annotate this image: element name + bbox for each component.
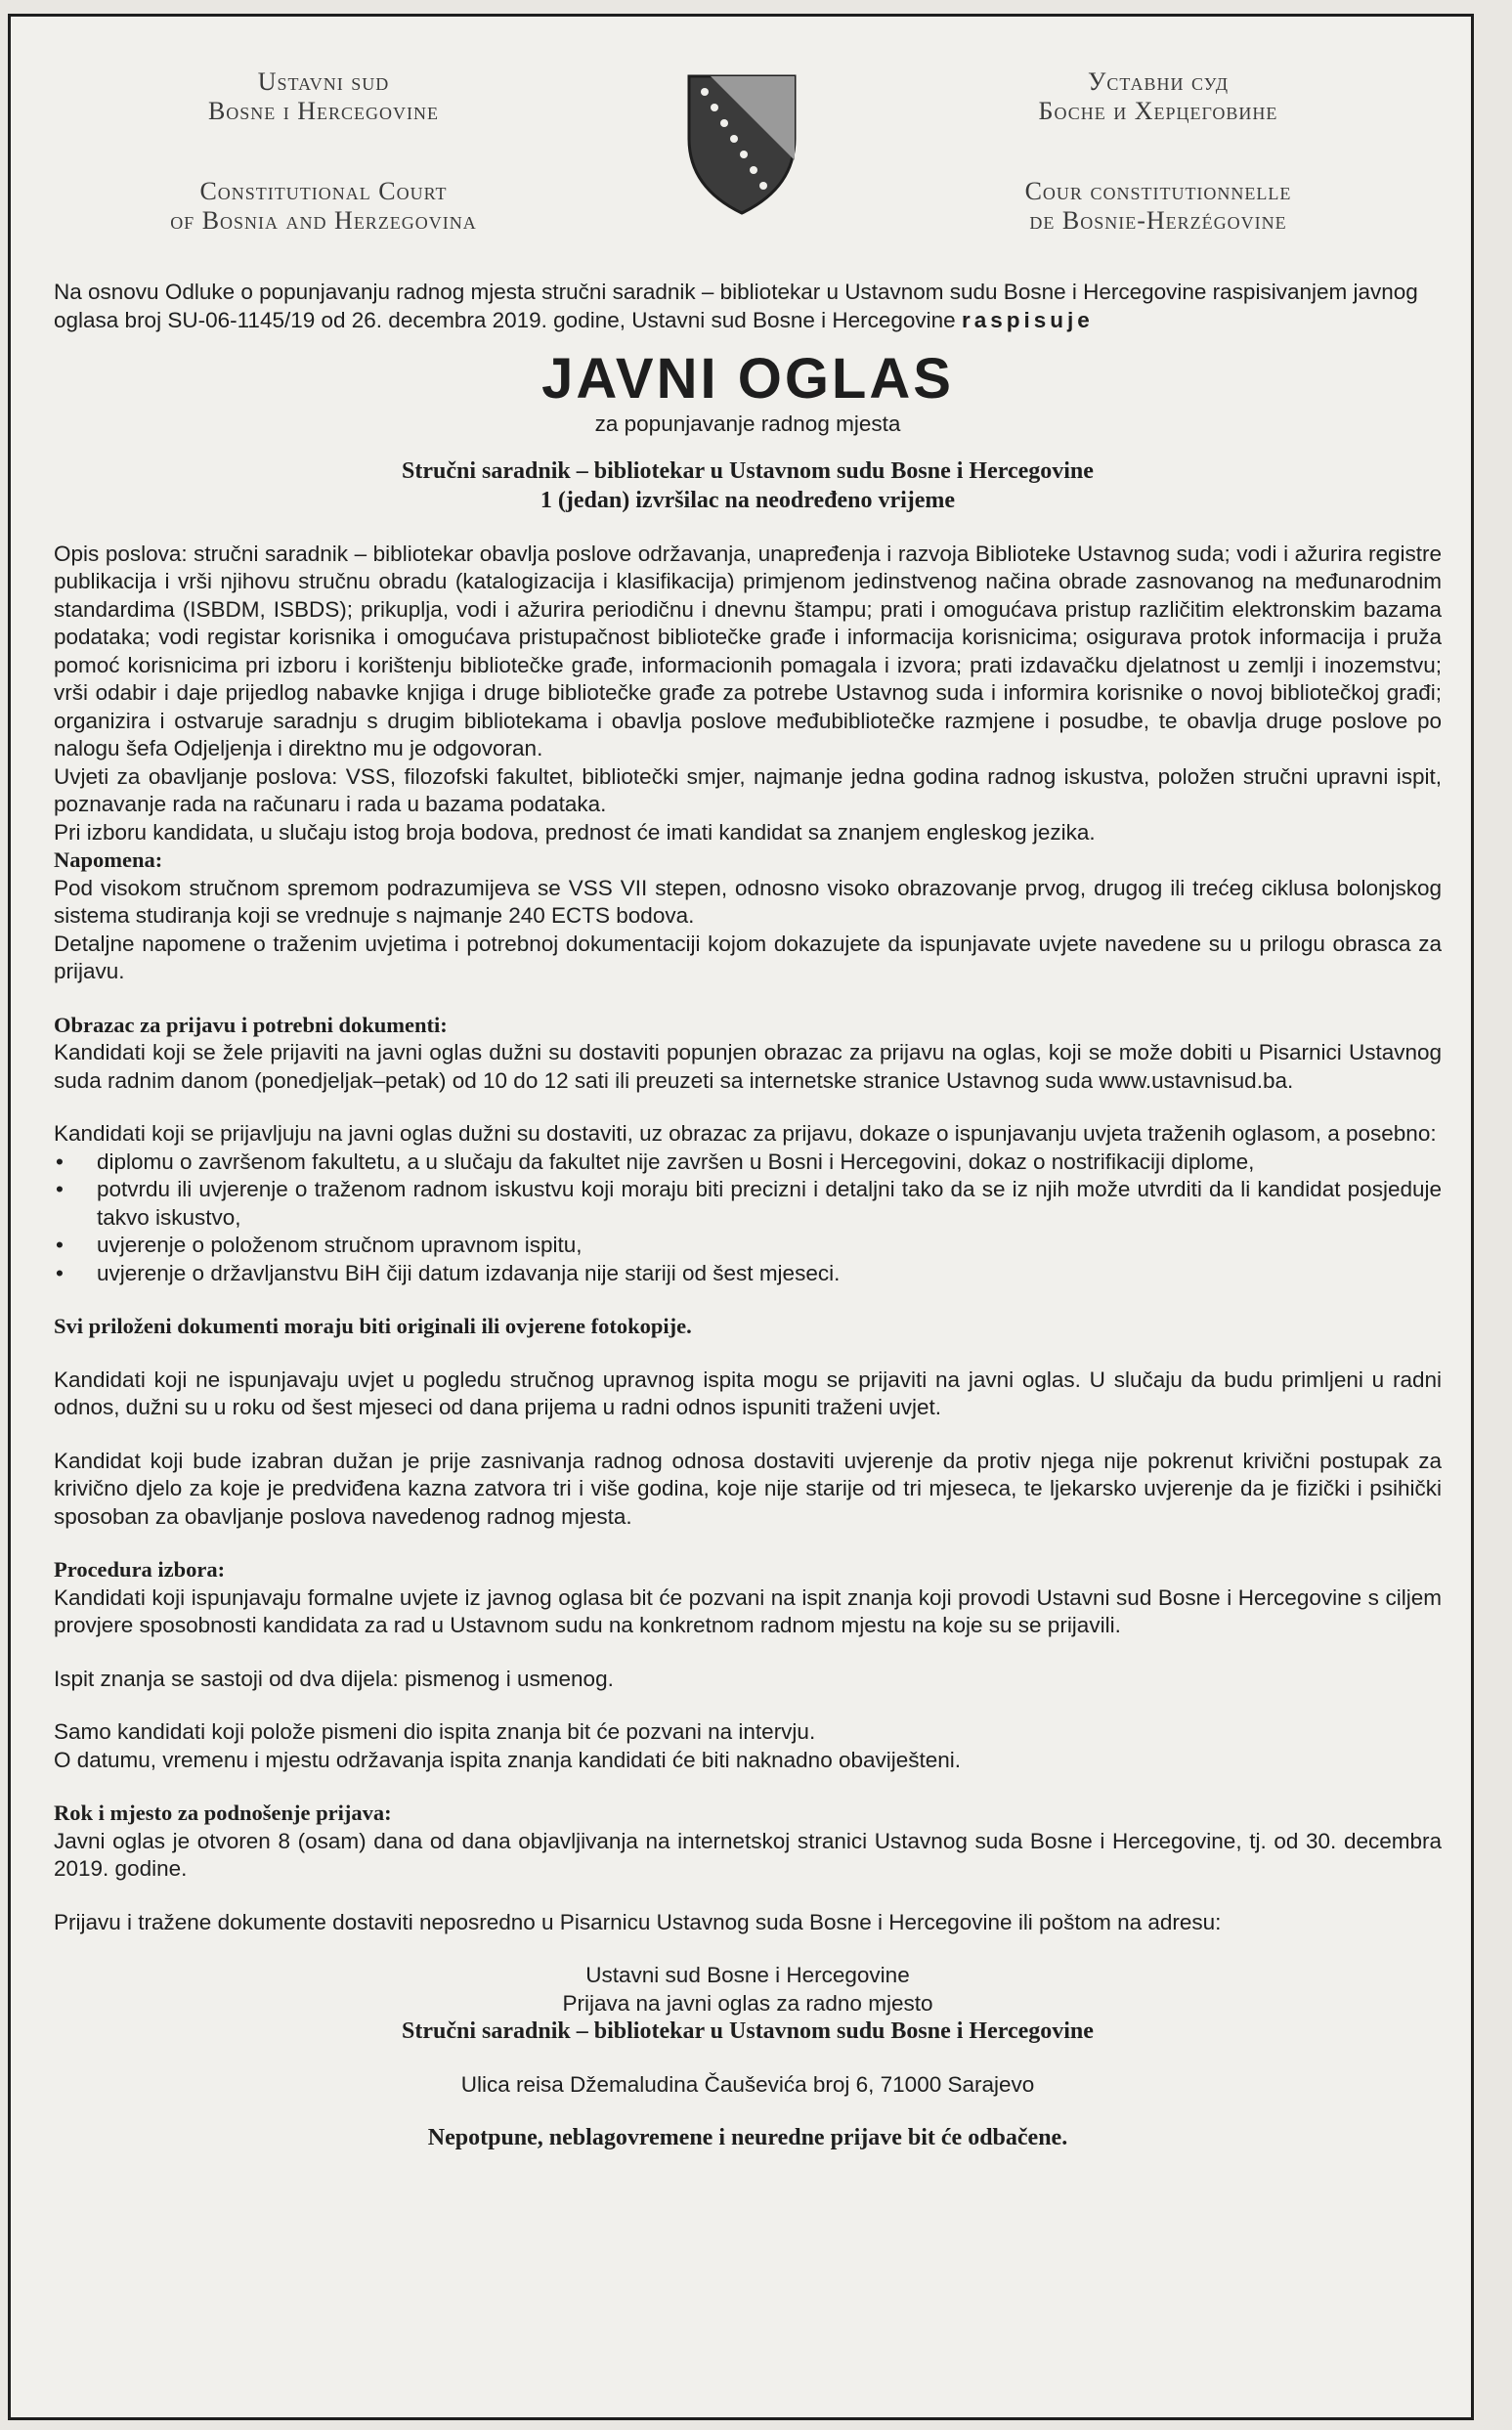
list-item: • diplomu o završenom fakultetu, a u slučaju da fakultet nije završen u Bosni i Hercegovini, dokaz o nostrifikaciji diplome, — [97, 1149, 1442, 1177]
originals-notice: Svi priloženi dokumenti moraju biti originali ili ovjerene fotokopije. — [54, 1314, 692, 1338]
position-title: Stručni saradnik – bibliotekar u Ustavnom sudu Bosne i Hercegovine — [402, 457, 1094, 484]
deadline-section — [54, 1800, 1442, 2152]
interview-text: Samo kandidati koji polože pismeni dio ispita znanja bit će pozvani na intervju. — [54, 1719, 816, 1744]
address-line: Prijava na javni oglas za radno mjesto — [562, 1990, 933, 2016]
procedure-heading: Procedura izbora: — [54, 1557, 226, 1582]
documents-list — [54, 1149, 1442, 1288]
header-left-line: of Bosnia and Herzegovina — [170, 206, 477, 235]
header-cyrillic-french — [885, 67, 1432, 236]
list-item: • uvjerenje o državljanstvu BiH čiji datum izdavanja nije stariji od šest mjeseci. — [97, 1260, 1442, 1288]
header-left-line: Ustavni sud — [257, 67, 390, 96]
application-form-section — [54, 1012, 1442, 1532]
header-latin — [50, 67, 597, 236]
note-details: Detaljne napomene o traženim uvjetima i potrebnoj dokumentaciji kojom dokazujete da ispunjavate uvjete navedene su u prilogu obrasca za prijavu. — [54, 931, 1442, 983]
documents-intro: Kandidati koji se prijavljuju na javni oglas dužni su dostaviti, uz obrazac za prijavu, dokaze o ispunjavanju uvjeta traženih oglasom, a posebno: — [54, 1121, 1437, 1146]
requirements-section — [54, 541, 1442, 986]
selection-procedure-section — [54, 1556, 1442, 1774]
deadline-heading: Rok i mjesto za podnošenje prijava: — [54, 1801, 392, 1825]
certificate-text: Kandidat koji bude izabran dužan je prije zasnivanja radnog odnosa dostaviti uvjerenje da protiv njega nije pokrenut krivični postupak za krivično djelo za koje je predviđena kazna zatvora tri i više godina, koje nije starije od tri mjeseca, te ljekarsko uvjerenje da je fizički i psihički sposoban za obavljanje poslova navedenog radnog mjesta. — [54, 1448, 1442, 1529]
exam-condition-text: Kandidati koji ne ispunjavaju uvjet u pogledu stručnog upravnog ispita mogu se prijaviti na javni oglas. U slučaju da budu primljeni u radni odnos, dužni su u roku od šest mjeseci od dana prijema u radni odnos ispuniti traženi uvjet. — [54, 1367, 1442, 1419]
intro-verb: raspisuje — [961, 307, 1094, 332]
form-heading: Obrazac za prijavu i potrebni dokumenti: — [54, 1012, 448, 1037]
closing-notice: Nepotpune, neblagovremene i neuredne prijave bit će odbačene. — [427, 2125, 1068, 2150]
header-right-line: de Bosnie-Herzégovine — [1029, 206, 1287, 235]
intro-text: Na osnovu Odluke o popunjavanju radnog mjesta stručni saradnik – bibliotekar u Ustavnom sudu Bosne i Hercegovine raspisivanjem javnog oglasa broj SU-06-1145/19 od 26. decembra 2019. godine, Ustavni sud Bosne i Hercegovine — [54, 280, 1418, 332]
notice-frame — [8, 14, 1474, 2420]
note-heading: Napomena: — [54, 847, 163, 872]
note-text: Pod visokom stručnom spremom podrazumijeva se VSS VII stepen, odnosno visoko obrazovanje prvog, drugog ili trećeg ciklusa bolonjskog sistema studiranja koji se vrednuje s najmanje 240 ECTS bodova. — [54, 875, 1442, 928]
address-line: Ustavni sud Bosne i Hercegovine — [585, 1963, 910, 1987]
court-header — [11, 17, 1471, 251]
position-count: 1 (jedan) izvršilac na neodređeno vrijeme — [540, 487, 956, 513]
delivery-text: Prijavu i tražene dokumente dostaviti neposredno u Pisarnicu Ustavnog suda Bosne i Hercegovine ili poštom na adresu: — [54, 1909, 1222, 1934]
address-line: Stručni saradnik – bibliotekar u Ustavnom sudu Bosne i Hercegovine — [402, 2018, 1094, 2044]
street-address: Ulica reisa Džemaludina Čauševića broj 6, 71000 Sarajevo — [460, 2071, 1035, 2097]
notice-body — [54, 279, 1442, 2152]
header-left-line: Bosne i Hercegovine — [207, 97, 440, 125]
header-right-line: Cour constitutionnelle — [1024, 177, 1292, 205]
intro-paragraph — [54, 279, 1442, 334]
header-right-line: Уставни суд — [1088, 67, 1229, 96]
notice-title: JAVNI OGLAS — [541, 347, 954, 411]
job-conditions: Uvjeti za obavljanje poslova: VSS, filozofski fakultet, bibliotečki smjer, najmanje jedna godina radnog iskustva, položen stručni upravni ispit, poznavanje rada na računaru i rada u bazama podataka. — [54, 763, 1442, 816]
list-item: • uvjerenje o položenom stručnom upravnom ispitu, — [97, 1232, 1442, 1260]
selection-preference: Pri izboru kandidata, u slučaju istog broja bodova, prednost će imati kandidat sa znanjem engleskog jezika. — [54, 819, 1096, 845]
exam-parts-text: Ispit znanja se sastoji od dva dijela: pismenog i usmenog. — [54, 1666, 614, 1691]
deadline-text: Javni oglas je otvoren 8 (osam) dana od dana objavljivanja na internetskoj stranici Ustavnog suda Bosne i Hercegovine, tj. od 30. decembra 2019. godine. — [54, 1828, 1442, 1881]
header-left-line: Constitutional Court — [199, 177, 448, 205]
notice-subtitle: za popunjavanje radnog mjesta — [594, 412, 901, 436]
header-right-line: Босне и Херцеговине — [1038, 97, 1278, 125]
form-text: Kandidati koji se žele prijaviti na javni oglas dužni su dostaviti popunjen obrazac za prijavu na oglas, koji se može dobiti u Pisarnici Ustavnog suda radnim danom (ponedjeljak–petak) od 10 do 12 sati ili preuzeti sa internetske stranice Ustavnog suda www.ustavnisud.ba. — [54, 1040, 1442, 1093]
job-description: Opis poslova: stručni saradnik – bibliotekar obavlja poslove održavanja, unapređenja i razvoja Biblioteke Ustavnog suda; vodi i ažurira registre publikacija i vrši njihovu stručnu obradu (katalogizacija i klasifikacija) primjenom jedinstvenog načina obrade zasnovanog na međunarodnim standardima (ISBDM, ISBDS); prikuplja, vodi i ažurira periodičnu i dnevnu štampu; prati i omogućava pristup različitim elektronskim bazama podataka; vodi registar korisnika i omogućava pristupačnost bibliotečke građe i informacija korisnicima; osigurava protok informacija i pruža pomoć korisnicima pri izboru i korištenju bibliotečke građe, informacionih pomagala i izvora; prati izdavačku djelatnost u zemlji i inozemstvu; vrši odabir i daje prijedlog nabavke knjiga i druge bibliotečke građe za potrebe Ustavnog suda i informira korisnike o novoj bibliotečkoj građi; organizira i ostvaruje saradnju s drugim bibliotekama i obavlja poslove međubibliotečke razmjene i posudbe, te obavlja druge poslove po nalogu šefa Odjeljenja i direktno mu je odgovoran. — [54, 541, 1442, 760]
procedure-text: Kandidati koji ispunjavaju formalne uvjete iz javnog oglasa bit će pozvani na ispit znanja koji provodi Ustavni sud Bosne i Hercegovine s ciljem provjere sposobnosti kandidata za rad u Ustavnom sudu na konkretnom radnom mjestu na koje su se prijavili. — [54, 1584, 1442, 1637]
list-item: • potvrdu ili uvjerenje o traženom radnom iskustvu koji moraju biti precizni i detaljni tako da se iz njih može utvrditi da li kandidat posjeduje takvo iskustvo, — [97, 1176, 1442, 1232]
bih-coat-of-arms-icon — [683, 70, 800, 217]
notification-text: O datumu, vremenu i mjestu održavanja ispita znanja kandidati će biti naknadno obaviješteni. — [54, 1747, 962, 1772]
